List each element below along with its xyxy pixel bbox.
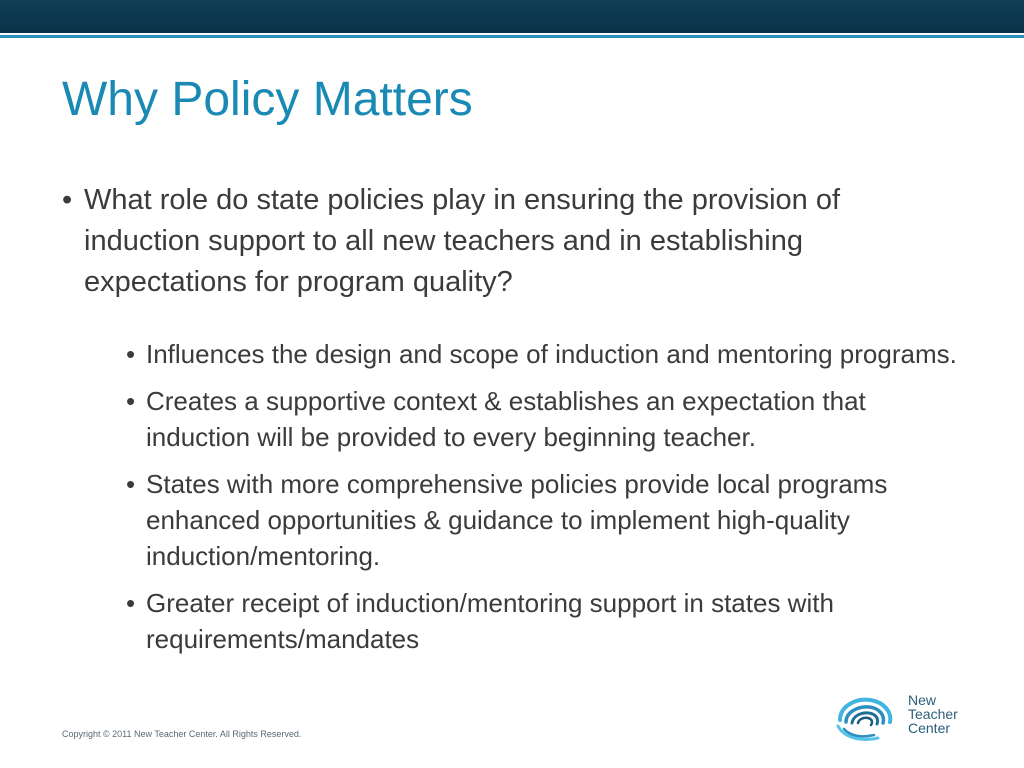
header-band (0, 0, 1024, 33)
sub-bullet-text: Greater receipt of induction/mentoring support in states with requirements/mandates (146, 588, 834, 654)
bullet-marker: • (126, 469, 136, 499)
bullet-marker: • (126, 386, 136, 416)
spiral-logo-icon (834, 692, 906, 744)
sub-bullet-list (126, 336, 966, 668)
logo-line-new: New (908, 692, 937, 708)
bullet-marker: • (126, 588, 136, 618)
slide-title: Why Policy Matters (62, 73, 473, 126)
main-bullet (62, 180, 962, 303)
new-teacher-center-logo (834, 692, 974, 744)
sub-bullet-item (126, 336, 966, 372)
bullet-marker: • (126, 339, 136, 369)
sub-bullet-item (126, 383, 966, 455)
header-rule (0, 35, 1024, 38)
sub-bullet-text: States with more comprehensive policies provide local programs enhanced opportunities & guidance to implement high-quality induction/mentoring. (146, 469, 888, 571)
logo-line-teacher: Teacher (908, 706, 958, 722)
main-bullet-text: What role do state policies play in ensuring the provision of induction support to all new teachers and in establishing expectations for program quality? (84, 184, 841, 298)
copyright-notice: Copyright © 2011 New Teacher Center. All Rights Reserved. (62, 729, 302, 739)
logo-line-center: Center (908, 720, 951, 736)
logo-wordmark (908, 693, 958, 735)
bullet-marker: • (62, 184, 73, 216)
sub-bullet-item (126, 585, 966, 657)
sub-bullet-text: Creates a supportive context & establishes an expectation that induction will be provided to every beginning teacher. (146, 386, 866, 452)
sub-bullet-item (126, 466, 966, 574)
sub-bullet-text: Influences the design and scope of induction and mentoring programs. (146, 339, 957, 369)
